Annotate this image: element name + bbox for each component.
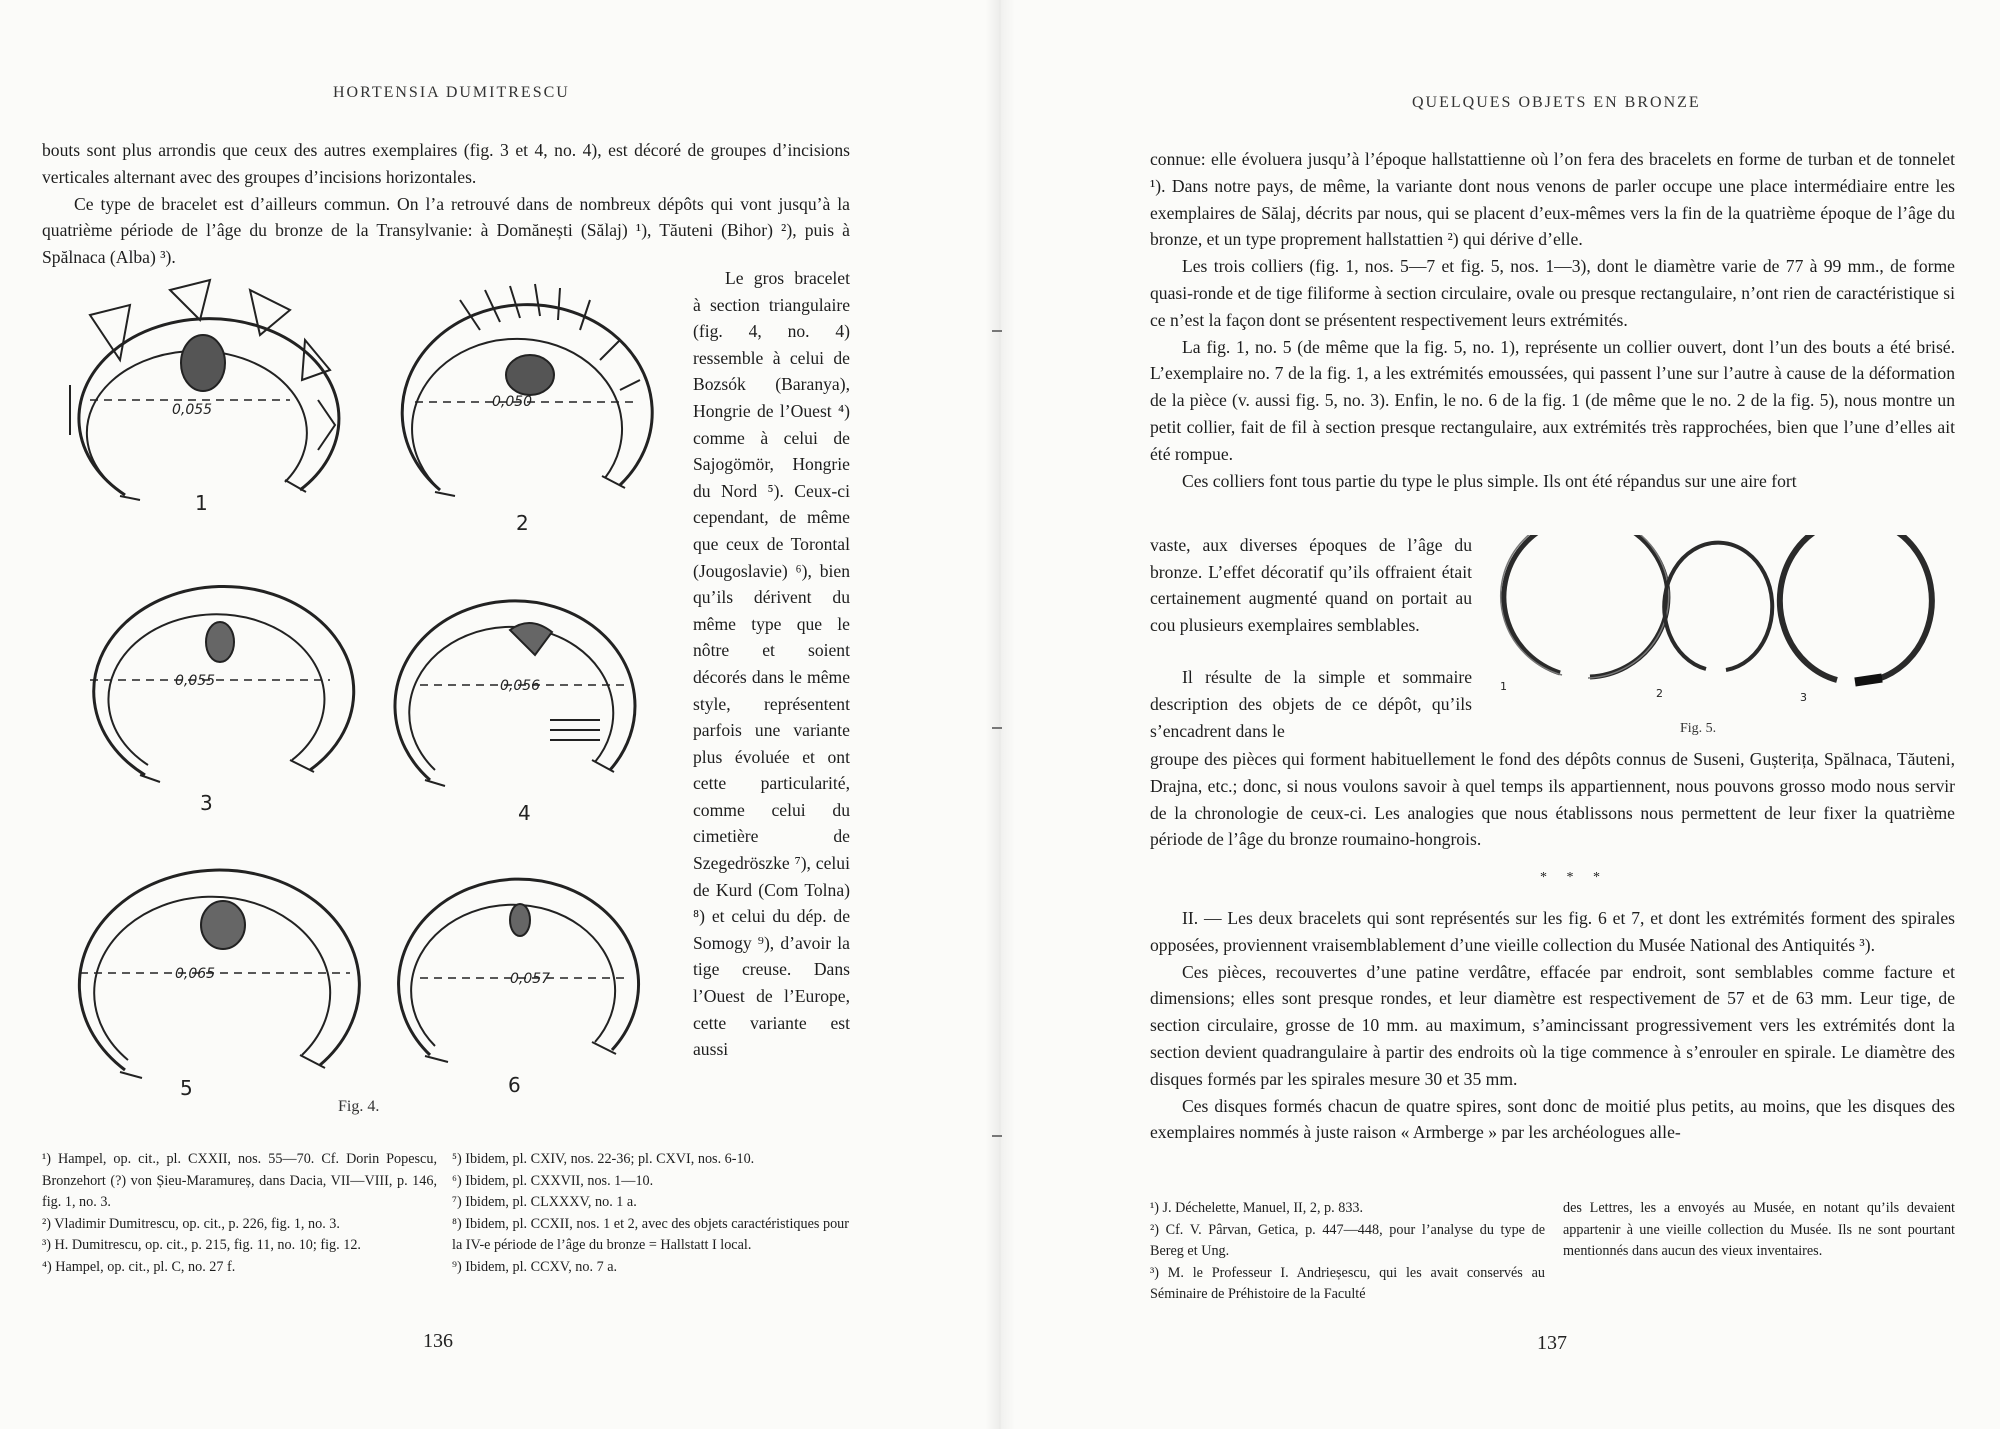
paragraph: bouts sont plus arrondis que ceux des autres exemplaires (fig. 3 et 4, no. 4), est décoré de groupes d’incisions verticales alternant avec des groupes d’incisions horizontales. [42,140,850,187]
footnote: ⁴) Hampel, op. cit., pl. C, no. 27 f. [42,1258,236,1275]
paragraph: II. — Les deux bracelets qui sont représentés sur les fig. 6 et 7, et dont les extrémités forment des spirales opposées, proviennent vraisemblablement d’une vieille collection du Musée National des Antiquités ³). [1150,908,1955,955]
figure-4-drawings [30,260,680,1115]
running-head: HORTENSIA DUMITRESCU [333,84,570,101]
footnote: ⁹) Ibidem, pl. CCXV, no. 7 a. [452,1258,618,1275]
footnote: ¹) J. Déchelette, Manuel, II, 2, p. 833. [1150,1200,1364,1216]
footnote: ³) H. Dumitrescu, op. cit., p. 215, fig. 11, no. 10; fig. 12. [42,1237,361,1253]
footnotes-left-col [1150,1198,1545,1306]
footnote: ³) M. le Professeur I. Andrieșescu, qui les avait conservés au Séminaire de Préhistoire de la Faculté [1150,1264,1545,1302]
figure-5-photo [1490,535,1965,720]
right-page [1000,0,2000,1429]
drawing-number: 5 [180,1076,193,1100]
paragraph: Le gros bracelet à section triangulaire (fig. 4, no. 4) ressemble à celui de Bozsók (Baranya), Hongrie de l’Ouest ⁴) comme à celui de Sajogömör, Hongrie du Nord ⁵). Ceux-ci cependant, de même que ceux de Torontal (Jougoslavie) ⁶), bien qu’ils dérivent du même type que le nôtre et soient décorés dans le même style, représentent parfois une variante plus évoluée et ont cette particularité, comme celui du cimetière de Szegedröszke ⁷), celui de Kurd (Com Tolna) ⁸) et celui du dép. de Somogy ⁹), d’avoir la tige creuse. Dans l’Ouest de l’Europe, cette variante est aussi [693,268,850,1060]
measure-label: 0,055 [172,402,213,418]
paragraph: Il résulte de la simple et sommaire description des objets de ce dépôt, qu’ils s’encadrent dans le [1150,667,1472,741]
figure-caption: Fig. 5. [1680,721,1717,736]
paragraph: groupe des pièces qui forment habituellement le fond des dépôts connus de Suseni, Gușterița, Spălnaca, Tăuteni, Drajna, etc.; donc, si nous voulons savoir à quel temps ils appartiennent, nous pouvons grosso modo nous servir de la chronologie de ceux-ci. Les analogies que nous établissons nous permettent de leur fixer la quatrième période de l’âge du bronze roumaino-hongrois. [1150,749,1955,850]
side-column-text [693,265,850,1063]
footnote: ²) Vladimir Dumitrescu, op. cit., p. 226, fig. 1, no. 3. [42,1215,340,1232]
figure-number: 1 [1500,680,1507,693]
figure-number: 3 [1800,691,1807,704]
drawing-number: 1 [195,491,208,515]
left-top-text [42,137,850,271]
measure-label: 0,065 [175,966,216,982]
footnote: ⁶) Ibidem, pl. CXXVII, nos. 1—10. [452,1172,654,1189]
continuation-text [1150,746,1955,853]
running-head: QUELQUES OBJETS EN BRONZE [1412,94,1701,111]
measure-label: 0,057 [510,971,551,987]
paragraph: Ces disques formés chacun de quatre spires, sont donc de moitié plus petits, au moins, que les disques des exemplaires nommés à juste raison « Armberge » par les archéologues alle- [1150,1095,1955,1143]
measure-label: 0,056 [500,678,541,694]
footnotes-right-col [1563,1198,1955,1263]
paragraph: Les trois colliers (fig. 1, nos. 5—7 et fig. 5, nos. 1—3), dont le diamètre varie de 77 à 99 mm., de forme quasi-ronde et de tige filiforme à section circulaire, ovale ou presque rectangulaire, n’ont rien de caractéristique si ce n’est la façon dont se présentent respectivement leurs extrémités. [1150,256,1955,330]
paragraph: vaste, aux diverses époques de l’âge du bronze. L’effet décoratif qu’ils offraient était certainement augmenté quand on portait au cou plusieurs exemplaires semblables. [1150,535,1472,635]
footnote: des Lettres, les a envoyés au Musée, en notant qu’ils devaient appartenir à une vieille collection du Musée. Ils ne sont pourtant mentionnés dans aucun des vieux inventaires. [1563,1200,1955,1259]
footnote: ¹) Hampel, op. cit., pl. CXXII, nos. 55—70. Cf. Dorin Popescu, Bronzehort (?) von Șieu-Maramureș, dans Dacia, VII—VIII, p. 146, fig. 1, no. 3. [42,1151,437,1210]
paragraph: Ces colliers font tous partie du type le plus simple. Ils ont été répandus sur une aire fort [1182,470,1797,491]
page-number: 137 [1537,1332,1567,1354]
footnote: ⁵) Ibidem, pl. CXIV, nos. 22-36; pl. CXVI, nos. 6-10. [452,1151,755,1167]
footnote: ⁷) Ibidem, pl. CLXXXV, no. 1 a. [452,1194,637,1210]
footnotes-right-col [452,1149,849,1278]
paragraph: connue: elle évoluera jusqu’à l’époque hallstattienne où l’on fera des bracelets en forme de turban et de tonnelet ¹). Dans notre pays, de même, la variante dont nous venons de parler occupe une place intermédiaire entre les exemplaires de Sălaj, décrits par nous, qui se placent d’eux-mêmes vers la fin de la quatrième époque de l’âge du bronze, et un type proprement hallstattien ²) qui dérive d’elle. [1150,149,1955,250]
bracelet-5 [79,870,359,1078]
drawing-number: 4 [518,801,531,825]
measure-label: 0,055 [175,673,216,689]
footnote: ²) Cf. V. Pârvan, Getica, p. 447—448, pour l’analyse du type de Bereg et Ung. [1150,1221,1545,1259]
section-two-text [1150,905,1955,1146]
bracelet-1 [70,280,339,500]
figure-number: 2 [1656,687,1663,700]
section-break: * * * [1540,870,1608,885]
footnote: ⁸) Ibidem, pl. CCXII, nos. 1 et 2, avec des objets caractéristiques pour la IV-e période de l’âge du bronze = Hallstatt I local. [452,1215,849,1253]
drawing-number: 2 [516,511,529,535]
narrow-text [1150,532,1472,744]
figure-caption: Fig. 4. [338,1098,380,1115]
drawing-number: 3 [200,791,213,815]
measure-label: 0,050 [492,394,533,410]
paragraph: La fig. 1, no. 5 (de même que la fig. 5, no. 1), représente un collier ouvert, dont l’un des bouts a été brisé. L’exemplaire no. 7 de la fig. 1, a les extrémités emoussées, qui passent l’une sur l’autre à cause de la déformation de la pièce (v. aussi fig. 5, no. 3). Enfin, le no. 6 de la fig. 1 (de même que le no. 2 de la fig. 5), nous montre un petit collier, fait de fil à section presque rectangulaire, aux extrémités très rapprochées, bien que l’une d’elles ait été rompue. [1150,336,1955,464]
bracelet-3 [90,586,354,782]
paragraph: Ces pièces, recouvertes d’une patine verdâtre, effacée par endroit, sont semblables comme facture et dimensions; elles sont presque rondes, et leur diamètre est respectivement de 57 et de 63 mm. Leur tige, de section circulaire, grosse de 10 mm. au maximum, s’amincissant progressivement vers les extrémités dont la section devient quadrangulaire à partir des endroits où la tige commence à s’enrouler en spirale. Le diamètre des disques formés par les spirales mesure 30 et 35 mm. [1150,961,1955,1089]
right-top-text [1150,146,1955,494]
bracelet-2 [402,284,652,496]
paragraph: Ce type de bracelet est d’ailleurs commun. On l’a retrouvé dans de nombreux dépôts qui vont jusqu’à la quatrième période de l’âge du bronze de la Transylvanie: à Domănești (Sălaj) ¹), Tăuteni (Bihor) ²), puis à Spălnaca (Alba) ³). [42,193,850,268]
drawing-number: 6 [508,1073,521,1097]
page-number: 136 [423,1330,453,1352]
footnotes-left-col [42,1149,437,1278]
